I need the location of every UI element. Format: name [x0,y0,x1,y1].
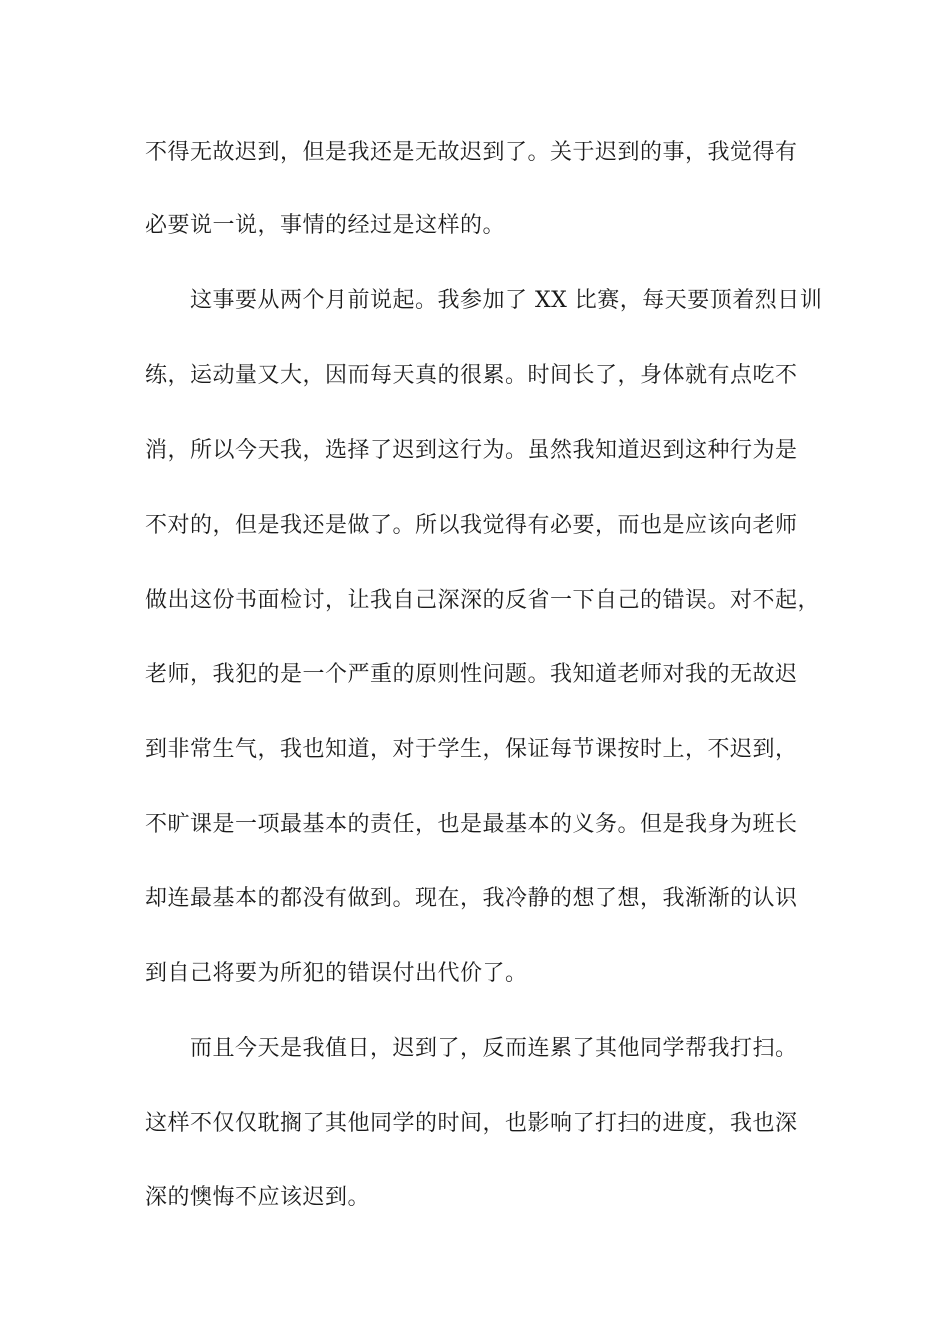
text-line-5: 消，所以今天我，选择了迟到这行为。虽然我知道迟到这种行为是 [145,438,798,463]
text-line-9: 到非常生气，我也知道，对于学生，保证每节课按时上，不迟到， [145,737,798,762]
text-line-8: 老师，我犯的是一个严重的原则性问题。我知道老师对我的无故迟 [145,662,798,687]
text-line-2: 必要说一说，事情的经过是这样的。 [145,213,506,238]
text-line-15: 深的懊悔不应该迟到。 [145,1185,371,1210]
text-line-4: 练，运动量又大，因而每天真的很累。时间长了，身体就有点吃不 [145,363,798,388]
text-line-7: 做出这份书面检讨，让我自己深深的反省一下自己的错误。对不起， [145,588,821,613]
text-line-11: 却连最基本的都没有做到。现在，我冷静的想了想，我渐渐的认识 [145,886,798,911]
text-line-1: 不得无故迟到，但是我还是无故迟到了。关于迟到的事，我觉得有 [145,140,798,165]
text-line-14: 这样不仅仅耽搁了其他同学的时间，也影响了打扫的进度，我也深 [145,1111,798,1136]
paragraph-3-first-line: 而且今天是我值日，迟到了，反而连累了其他同学帮我打扫。 [190,1036,798,1061]
text-line-10: 不旷课是一项最基本的责任，也是最基本的义务。但是我身为班长 [145,812,798,837]
text-line-6: 不对的，但是我还是做了。所以我觉得有必要，而也是应该向老师 [145,513,798,538]
text-line-12: 到自己将要为所犯的错误付出代价了。 [145,961,528,986]
paragraph-2-first-line: 这事要从两个月前说起。我参加了 XX 比赛，每天要顶着烈日训 [190,288,823,313]
